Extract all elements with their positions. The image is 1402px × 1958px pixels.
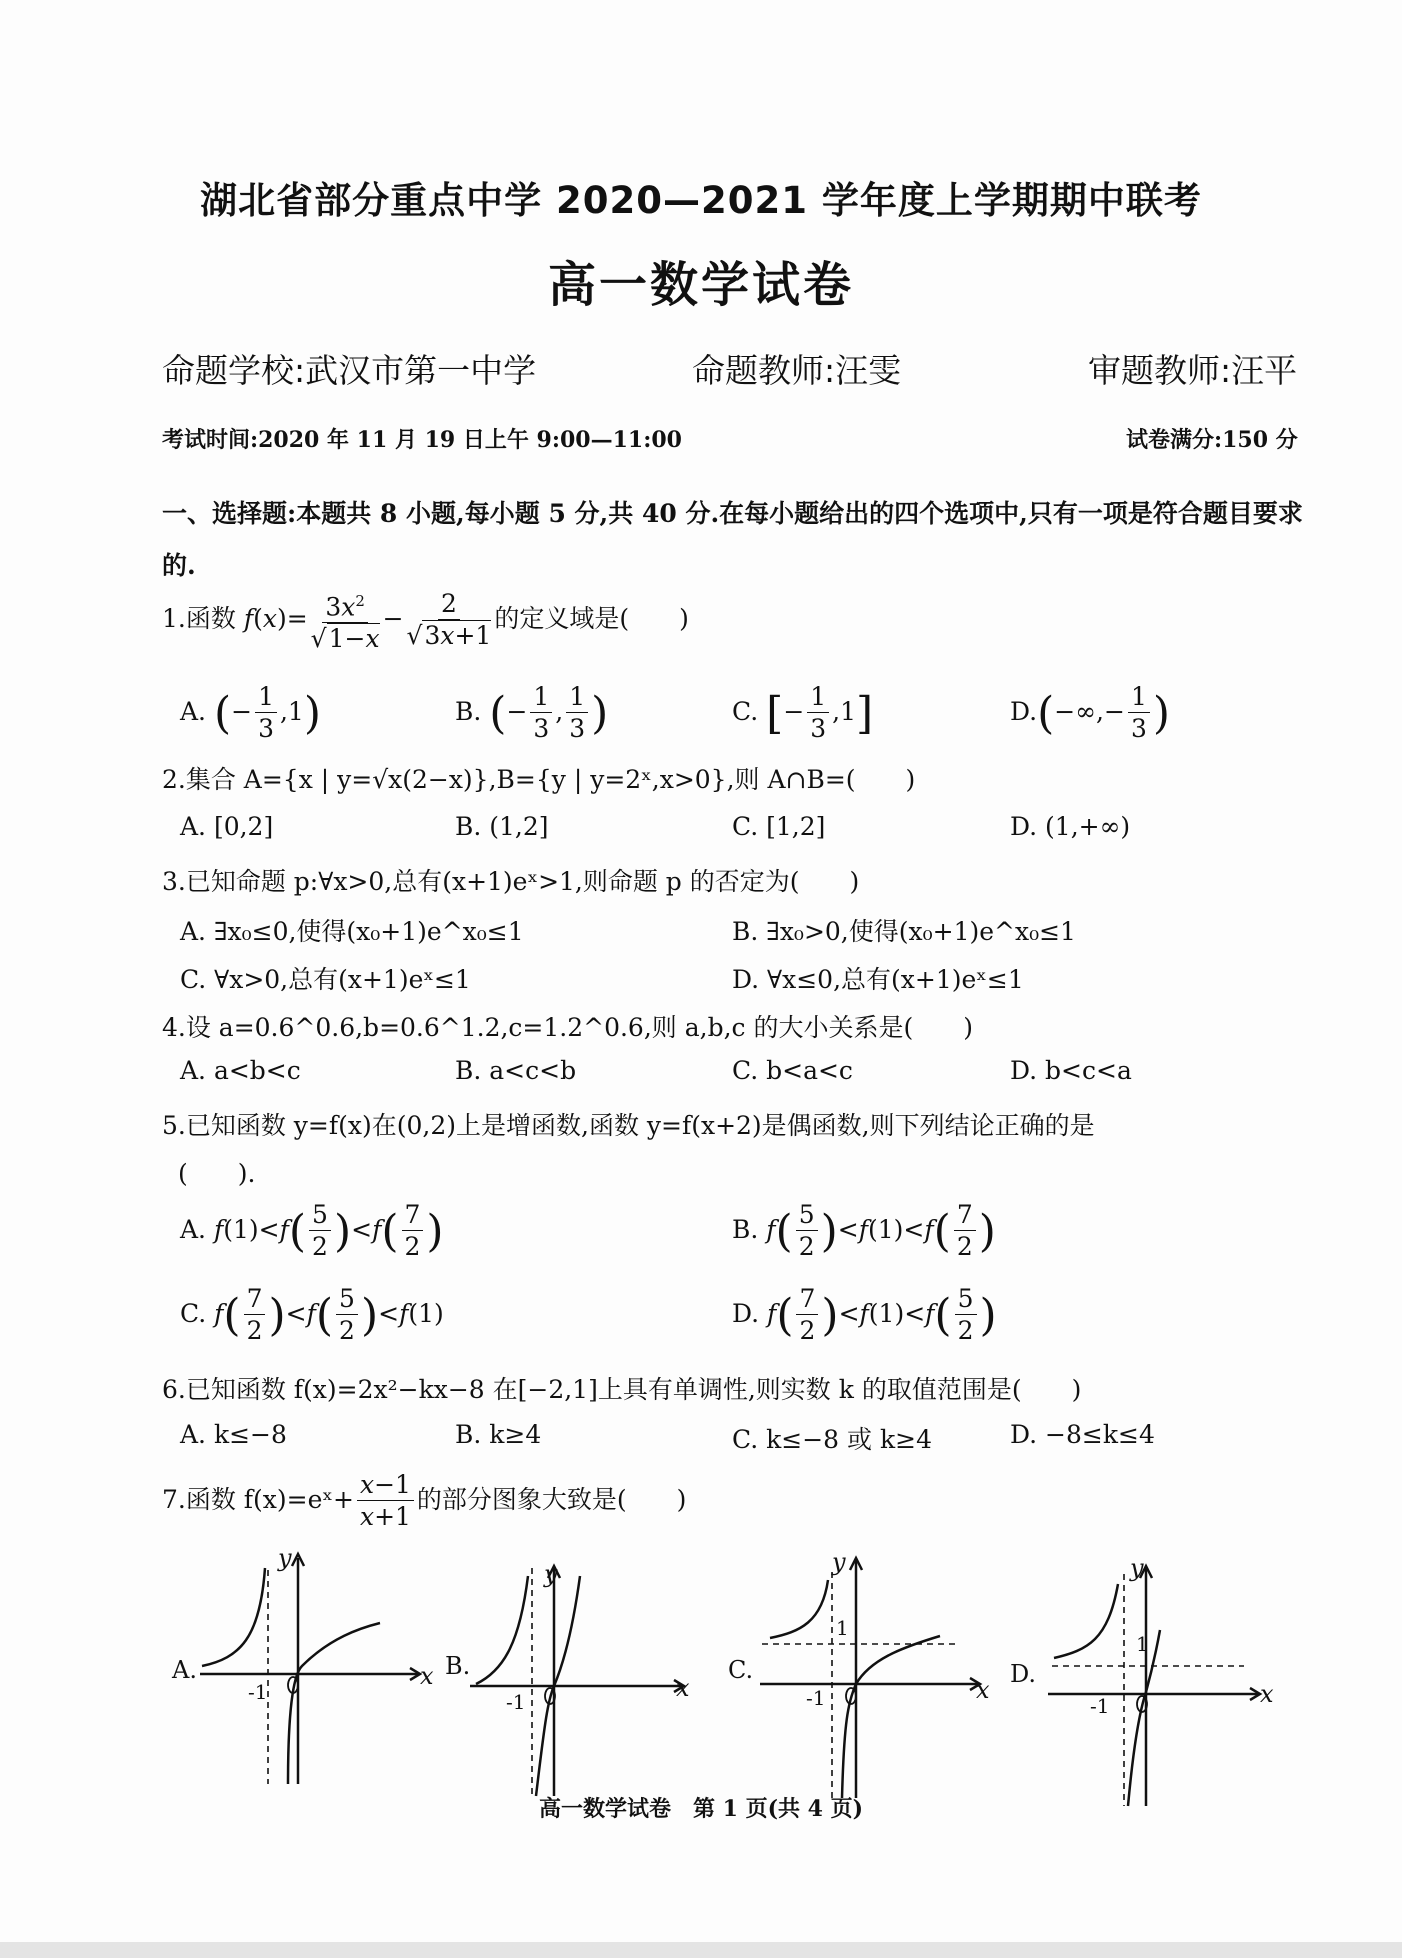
- q2-option-c[interactable]: C. [1,2]: [732, 812, 826, 841]
- q2-option-d[interactable]: D. (1,+∞): [1010, 812, 1131, 841]
- q4-option-c[interactable]: C. b<a<c: [732, 1056, 853, 1085]
- graph-c-y-label: y: [832, 1548, 846, 1576]
- q6-option-a[interactable]: A. k≤−8: [180, 1420, 287, 1449]
- q4-option-a[interactable]: A. a<b<c: [180, 1056, 301, 1085]
- graph-c-label[interactable]: C.: [728, 1656, 754, 1684]
- graph-c-x-label: x: [976, 1676, 990, 1704]
- school-label: 命题学校:武汉市第一中学: [162, 351, 537, 390]
- question-1: 1.函数 f(x)= $\frac{3x^2}{√1-x}$ − $\frac{2}{√3x+1}$ 的定义域是( ): [162, 586, 689, 655]
- question-5: 5.已知函数 y=f(x)在(0,2)上是增函数,函数 y=f(x+2)是偶函数,则下列结论正确的是: [162, 1111, 1095, 1140]
- q3-option-a[interactable]: A. ∃x₀≤0,使得(x₀+1)e^x₀≤1: [180, 917, 524, 946]
- q1-option-b[interactable]: B. (− $\frac{1}{3}$ , $\frac{1}{3}$ ): [455, 682, 609, 743]
- graph-a-right-branch: [288, 1623, 380, 1784]
- q5-option-c[interactable]: C. f( $\frac{7}{2}$ )<f( $\frac{5}{2}$ )<f(1): [180, 1284, 444, 1345]
- q1-prefix: 1.函数: [162, 604, 236, 634]
- graph-d-left-branch: [1054, 1584, 1118, 1658]
- graph-a-left-branch: [202, 1568, 265, 1666]
- q2-option-b[interactable]: B. (1,2]: [455, 812, 549, 841]
- graph-c-one-label: 1: [836, 1616, 849, 1640]
- full-score: 试卷满分:150 分: [1126, 427, 1298, 453]
- graph-b-x-label: x: [676, 1674, 690, 1702]
- graph-b-neg1-label: -1: [506, 1690, 526, 1714]
- graph-a-neg1-label: -1: [248, 1680, 268, 1704]
- page-footer: 高一数学试卷 第 1 页(共 4 页): [538, 1796, 864, 1822]
- q6-option-d[interactable]: D. −8≤k≤4: [1010, 1420, 1155, 1449]
- exam-time: 考试时间:2020 年 11 月 19 日上午 9:00—11:00: [162, 427, 682, 453]
- graph-d-y-label: y: [1130, 1554, 1144, 1582]
- graph-a-y-label: y: [278, 1544, 292, 1572]
- q1-option-a[interactable]: A. (− $\frac{1}{3}$ ,1): [180, 682, 322, 743]
- graph-d-neg1-label: -1: [1090, 1694, 1110, 1718]
- q6-option-c[interactable]: C. k≤−8 或 k≥4: [732, 1425, 932, 1454]
- q4-option-b[interactable]: B. a<c<b: [455, 1056, 577, 1085]
- q5-option-d[interactable]: D. f( $\frac{7}{2}$ )<f(1)<f( $\frac{5}{2}$ ): [732, 1284, 997, 1345]
- graph-d-x-label: x: [1260, 1680, 1274, 1708]
- q7-suffix: 的部分图象大致是( ): [416, 1485, 687, 1514]
- q5-option-b[interactable]: B. f( $\frac{5}{2}$ )<f(1)<f( $\frac{7}{2}$ ): [732, 1200, 996, 1261]
- exam-title: 湖北省部分重点中学 2020—2021 学年度上学期期中联考: [200, 179, 1202, 222]
- graph-c-neg1-label: -1: [806, 1686, 826, 1710]
- graph-d[interactable]: [1048, 1560, 1278, 1810]
- exam-subtitle: 高一数学试卷: [547, 257, 854, 313]
- graph-a-x-label: x: [420, 1662, 434, 1690]
- question-5-paren: ( ).: [178, 1159, 256, 1188]
- reviewer-label: 审题教师:汪平: [1088, 351, 1298, 390]
- graph-a[interactable]: [200, 1548, 430, 1788]
- scan-bottom-bar: [0, 1942, 1402, 1958]
- q3-option-d[interactable]: D. ∀x≤0,总有(x+1)eˣ≤1: [732, 965, 1024, 994]
- question-4: 4.设 a=0.6^0.6,b=0.6^1.2,c=1.2^0.6,则 a,b,c 的大小关系是( ): [162, 1013, 973, 1042]
- q6-option-b[interactable]: B. k≥4: [455, 1420, 542, 1449]
- q1-option-c[interactable]: C. [− $\frac{1}{3}$ ,1]: [732, 682, 874, 743]
- q7-prefix: 7.函数 f(x)=eˣ+: [162, 1485, 354, 1514]
- q1-suffix: 的定义域是( ): [494, 604, 689, 634]
- graph-b-left-branch: [476, 1576, 528, 1684]
- section-heading: 一、选择题:本题共 8 小题,每小题 5 分,共 40 分.在每小题给出的四个选项中,只有一项是符合题目要求的.: [162, 499, 1303, 580]
- question-6: 6.已知函数 f(x)=2x²−kx−8 在[−2,1]上具有单调性,则实数 k 的取值范围是( ): [162, 1375, 1082, 1404]
- graph-d-one-label: 1: [1136, 1632, 1149, 1656]
- graph-b-y-label: y: [544, 1560, 558, 1588]
- question-2: 2.集合 A={x | y=√x(2−x)},B={y | y=2ˣ,x>0},则 A∩B=( ): [162, 765, 916, 794]
- q5-option-a[interactable]: A. f(1)<f( $\frac{5}{2}$ )<f( $\frac{7}{2}$ ): [180, 1200, 444, 1261]
- graph-c-left-branch: [770, 1580, 828, 1638]
- q2-option-a[interactable]: A. [0,2]: [180, 812, 274, 841]
- q3-option-b[interactable]: B. ∃x₀>0,使得(x₀+1)e^x₀≤1: [732, 917, 1076, 946]
- graph-d-label[interactable]: D.: [1010, 1660, 1037, 1688]
- graph-d-right-branch: [1128, 1630, 1160, 1806]
- q1-option-d[interactable]: D.(−∞,− $\frac{1}{3}$ ): [1010, 682, 1171, 743]
- question-7: 7.函数 f(x)=eˣ+ $\frac{x-1}{x+1}$ 的部分图象大致是( ): [162, 1470, 687, 1531]
- q4-option-d[interactable]: D. b<c<a: [1010, 1056, 1132, 1085]
- q3-option-c[interactable]: C. ∀x>0,总有(x+1)eˣ≤1: [180, 965, 471, 994]
- graph-b[interactable]: [470, 1560, 700, 1800]
- graph-b-label[interactable]: B.: [445, 1652, 471, 1680]
- graph-a-label[interactable]: A.: [172, 1656, 197, 1684]
- question-3: 3.已知命题 p:∀x>0,总有(x+1)eˣ>1,则命题 p 的否定为( ): [162, 867, 860, 896]
- graph-c[interactable]: [760, 1552, 990, 1802]
- author-label: 命题教师:汪雯: [692, 351, 902, 390]
